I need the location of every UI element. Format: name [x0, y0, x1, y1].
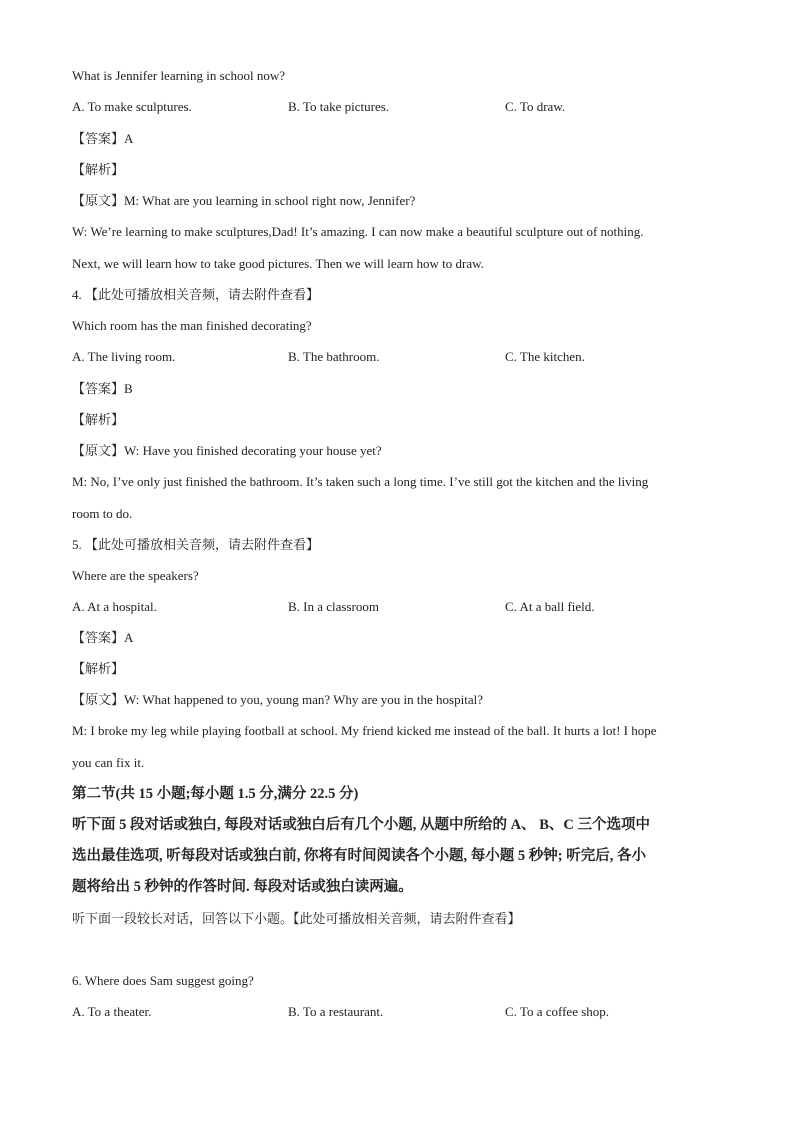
section-instructions-line: 听下面 5 段对话或独白, 每段对话或独白后有几个小题, 从题中所给的 A、 B、C 三个选项中 [72, 817, 650, 833]
q3-analysis: 【解析】 [72, 162, 125, 177]
q3-answer: 【答案】A [72, 131, 134, 146]
q5-option-a: A. At a hospital. [72, 599, 157, 614]
q5-option-c: C. At a ball field. [505, 599, 595, 614]
q3-transcript-line: Next, we will learn how to take good pictures. Then we will learn how to draw. [72, 256, 484, 271]
q6-option-a: A. To a theater. [72, 1004, 152, 1019]
q3-option-b: B. To take pictures. [288, 99, 390, 114]
q5-analysis: 【解析】 [72, 661, 125, 676]
q4-answer: 【答案】B [72, 381, 133, 396]
q4-option-c: C. The kitchen. [505, 349, 585, 364]
section-instructions-line: 选出最佳选项, 听每段对话或独白前, 你将有时间阅读各个小题, 每小题 5 秒钟; 听完后, 各小 [72, 848, 646, 864]
q6-option-b: B. To a restaurant. [288, 1004, 384, 1019]
q3-question: What is Jennifer learning in school now? [72, 68, 285, 83]
q5-question: Where are the speakers? [72, 568, 199, 583]
q5-header: 5. 【此处可播放相关音频，请去附件查看】 [72, 537, 320, 552]
q5-transcript-line: 【原文】W: What happened to you, young man? Why are you in the hospital? [72, 692, 483, 707]
section-instructions-line: 题将给出 5 秒钟的作答时间. 每段对话或独白读两遍。 [72, 879, 413, 895]
q6-question: 6. Where does Sam suggest going? [72, 973, 254, 988]
q4-transcript-line: room to do. [72, 506, 133, 521]
q3-option-a: A. To make sculptures. [72, 99, 192, 114]
q4-option-b: B. The bathroom. [288, 349, 380, 364]
q5-option-b: B. In a classroom [288, 599, 379, 614]
q5-transcript-line: you can fix it. [72, 755, 145, 770]
q4-transcript-line: 【原文】W: Have you finished decorating your house yet? [72, 443, 382, 458]
q3-transcript-line: W: We’re learning to make sculptures,Dad! It’s amazing. I can now make a beautiful sculpture out of nothing. [72, 224, 644, 239]
q5-transcript-line: M: I broke my leg while playing football at school. My friend kicked me instead of the ball. It hurts a lot! I hope [72, 723, 657, 738]
q6-option-c: C. To a coffee shop. [505, 1004, 610, 1019]
q4-question: Which room has the man finished decorating? [72, 318, 312, 333]
section-title: 第二节(共 15 小题;每小题 1.5 分,满分 22.5 分) [72, 786, 359, 802]
q3-transcript-line: 【原文】M: What are you learning in school right now, Jennifer? [72, 193, 416, 208]
q4-option-a: A. The living room. [72, 349, 176, 364]
q5-answer: 【答案】A [72, 630, 134, 645]
q4-analysis: 【解析】 [72, 412, 125, 427]
dialogue-intro: 听下面一段较长对话，回答以下小题。【此处可播放相关音频，请去附件查看】 [72, 911, 521, 926]
q4-header: 4. 【此处可播放相关音频，请去附件查看】 [72, 287, 320, 302]
q4-transcript-line: M: No, I’ve only just finished the bathroom. It’s taken such a long time. I’ve still got the kitchen and the living [72, 474, 649, 489]
q3-option-c: C. To draw. [505, 99, 566, 114]
